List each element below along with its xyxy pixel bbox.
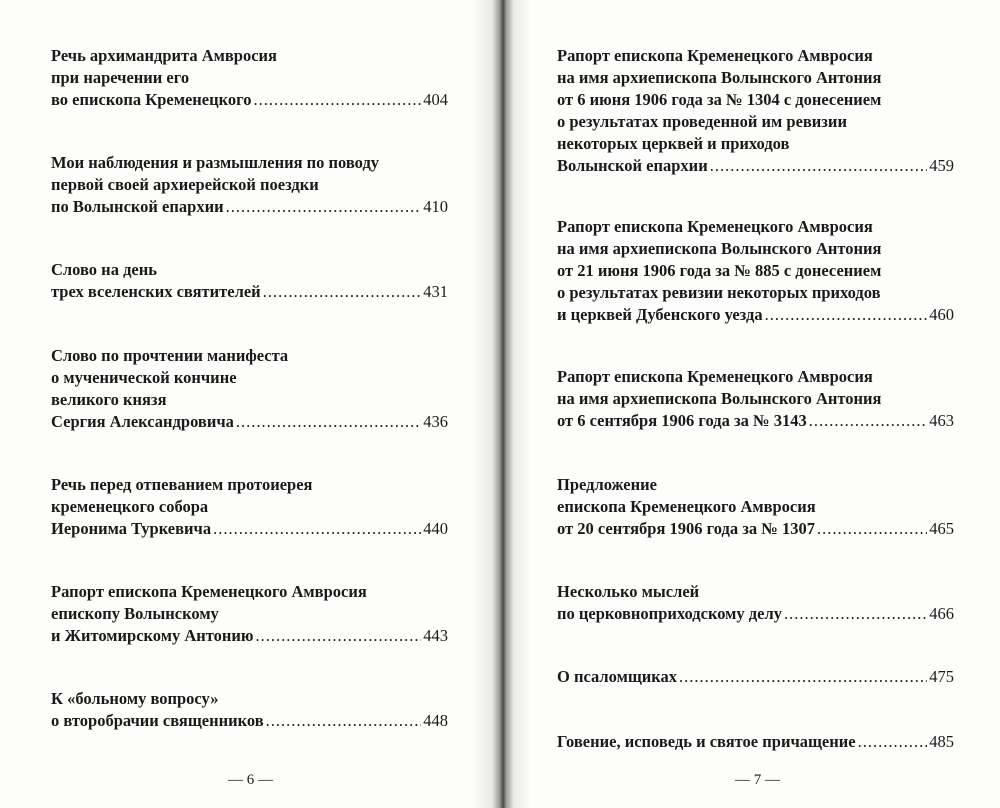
toc-entry	[51, 45, 448, 111]
entry-title-line: о второбрачии священников	[51, 711, 264, 730]
entry-title-line: Речь перед отпеванием протоиерея	[51, 475, 313, 494]
entry-title-line: Рапорт епископа Кременецкого Амвросия	[557, 367, 873, 386]
entry-title-line: и Житомирскому Антонию	[51, 626, 254, 645]
page-number: 443	[423, 626, 448, 645]
entry-title-line: от 20 сентября 1906 года за № 1307	[557, 519, 815, 538]
entry-last-line	[557, 666, 954, 688]
entry-title-line: на имя архиепископа Волынского Антония	[557, 389, 882, 408]
entry-title-line: по Волынской епархии	[51, 197, 224, 216]
entry-title-line: Предложение	[557, 475, 657, 494]
dot-leader	[236, 411, 421, 433]
toc-entry	[557, 731, 954, 753]
page-folio: — 7 —	[735, 772, 780, 788]
entry-title-line: Говение, исповедь и святое причащение	[557, 732, 856, 751]
toc-entry	[557, 581, 954, 625]
entry-title-line: Речь архимандрита Амвросия	[51, 46, 277, 65]
page-number: 466	[929, 604, 954, 623]
dot-leader	[765, 304, 928, 326]
entry-last-line	[51, 518, 448, 540]
entry-title-line: от 6 июня 1906 года за № 1304 с донесением	[557, 90, 882, 109]
entry-title-line: о результатах ревизии некоторых приходов	[557, 283, 881, 302]
gutter-shadow	[514, 0, 532, 808]
entry-title-line: на имя архиепископа Волынского Антония	[557, 239, 882, 258]
entry-title-line: К «больному вопросу»	[51, 689, 219, 708]
entry-title-line: во епископа Кременецкого	[51, 90, 252, 109]
toc-entry	[51, 152, 448, 218]
page-number: 460	[929, 305, 954, 324]
page-number: 475	[929, 667, 954, 686]
page-number: 448	[423, 711, 448, 730]
entry-title-line: великого князя	[51, 390, 167, 409]
toc-entry	[51, 581, 448, 647]
toc-entry	[51, 259, 448, 303]
entry-title-line: от 21 июня 1906 года за № 885 с донесением	[557, 261, 882, 280]
entry-last-line	[51, 710, 448, 732]
entry-title-line: при наречении его	[51, 68, 190, 87]
gutter-shadow	[470, 0, 492, 808]
book-gutter	[492, 0, 514, 808]
page-number: 463	[929, 411, 954, 430]
dot-leader	[784, 603, 927, 625]
entry-last-line	[51, 196, 448, 218]
page-number: 465	[929, 519, 954, 538]
dot-leader	[254, 89, 422, 111]
entry-title-line: О псаломщиках	[557, 667, 678, 686]
entry-last-line	[557, 410, 954, 432]
page-number: 459	[929, 156, 954, 175]
entry-last-line	[51, 281, 448, 303]
toc-entry	[51, 345, 448, 433]
entry-last-line	[557, 518, 954, 540]
entry-title-line: по церковноприходскому делу	[557, 604, 782, 623]
entry-title-line: трех вселенских святителей	[51, 282, 261, 301]
page-number: 485	[929, 732, 954, 751]
entry-title-line: некоторых церквей и приходов	[557, 134, 790, 153]
entry-title-line: Рапорт епископа Кременецкого Амвросия	[557, 46, 873, 65]
entry-title-line: на имя архиепископа Волынского Антония	[557, 68, 882, 87]
page-folio: — 6 —	[228, 772, 273, 788]
dot-leader	[266, 710, 422, 732]
entry-title-line: Слово на день	[51, 260, 157, 279]
entry-title-line: епископу Волынскому	[51, 604, 219, 623]
entry-title-line: Слово по прочтении манифеста	[51, 346, 289, 365]
entry-last-line	[51, 89, 448, 111]
entry-title-line: Иеронима Туркевича	[51, 519, 212, 538]
dot-leader	[710, 155, 928, 177]
page-number: 410	[423, 197, 448, 216]
right-page	[514, 0, 1000, 808]
entry-last-line	[557, 304, 954, 326]
entry-last-line	[557, 731, 954, 753]
dot-leader	[213, 518, 421, 540]
entry-title-line: Сергия Александровича	[51, 412, 234, 431]
entry-last-line	[51, 411, 448, 433]
dot-leader	[809, 410, 928, 432]
entry-title-line: от 6 сентября 1906 года за № 3143	[557, 411, 807, 430]
entry-title-line: Рапорт епископа Кременецкого Амвросия	[51, 582, 367, 601]
toc-entry	[557, 666, 954, 688]
entry-last-line	[51, 625, 448, 647]
dot-leader	[226, 196, 422, 218]
dot-leader	[817, 518, 927, 540]
page-number: 431	[423, 282, 448, 301]
entry-title-line: и церквей Дубенского уезда	[557, 305, 763, 324]
toc-entry	[557, 366, 954, 432]
entry-title-line: о результатах проведенной им ревизии	[557, 112, 847, 131]
left-page	[0, 0, 492, 808]
toc-entry	[557, 45, 954, 177]
page-number: 440	[423, 519, 448, 538]
entry-title-line: епископа Кременецкого Амвросия	[557, 497, 816, 516]
toc-entry	[51, 688, 448, 732]
dot-leader	[679, 666, 927, 688]
entry-title-line: Несколько мыслей	[557, 582, 700, 601]
toc-entry	[51, 474, 448, 540]
entry-title-line: Мои наблюдения и размышления по поводу	[51, 153, 380, 172]
entry-title-line: Волынской епархии	[557, 156, 708, 175]
entry-title-line: Рапорт епископа Кременецкого Амвросия	[557, 217, 873, 236]
dot-leader	[256, 625, 422, 647]
dot-leader	[263, 281, 422, 303]
entry-last-line	[557, 155, 954, 177]
entry-title-line: о мученической кончине	[51, 368, 237, 387]
page-number: 404	[423, 90, 448, 109]
entry-title-line: первой своей архиерейской поездки	[51, 175, 319, 194]
entry-last-line	[557, 603, 954, 625]
toc-entry	[557, 216, 954, 326]
page-number: 436	[423, 412, 448, 431]
entry-title-line: кременецкого собора	[51, 497, 209, 516]
toc-entry	[557, 474, 954, 540]
dot-leader	[858, 731, 928, 753]
